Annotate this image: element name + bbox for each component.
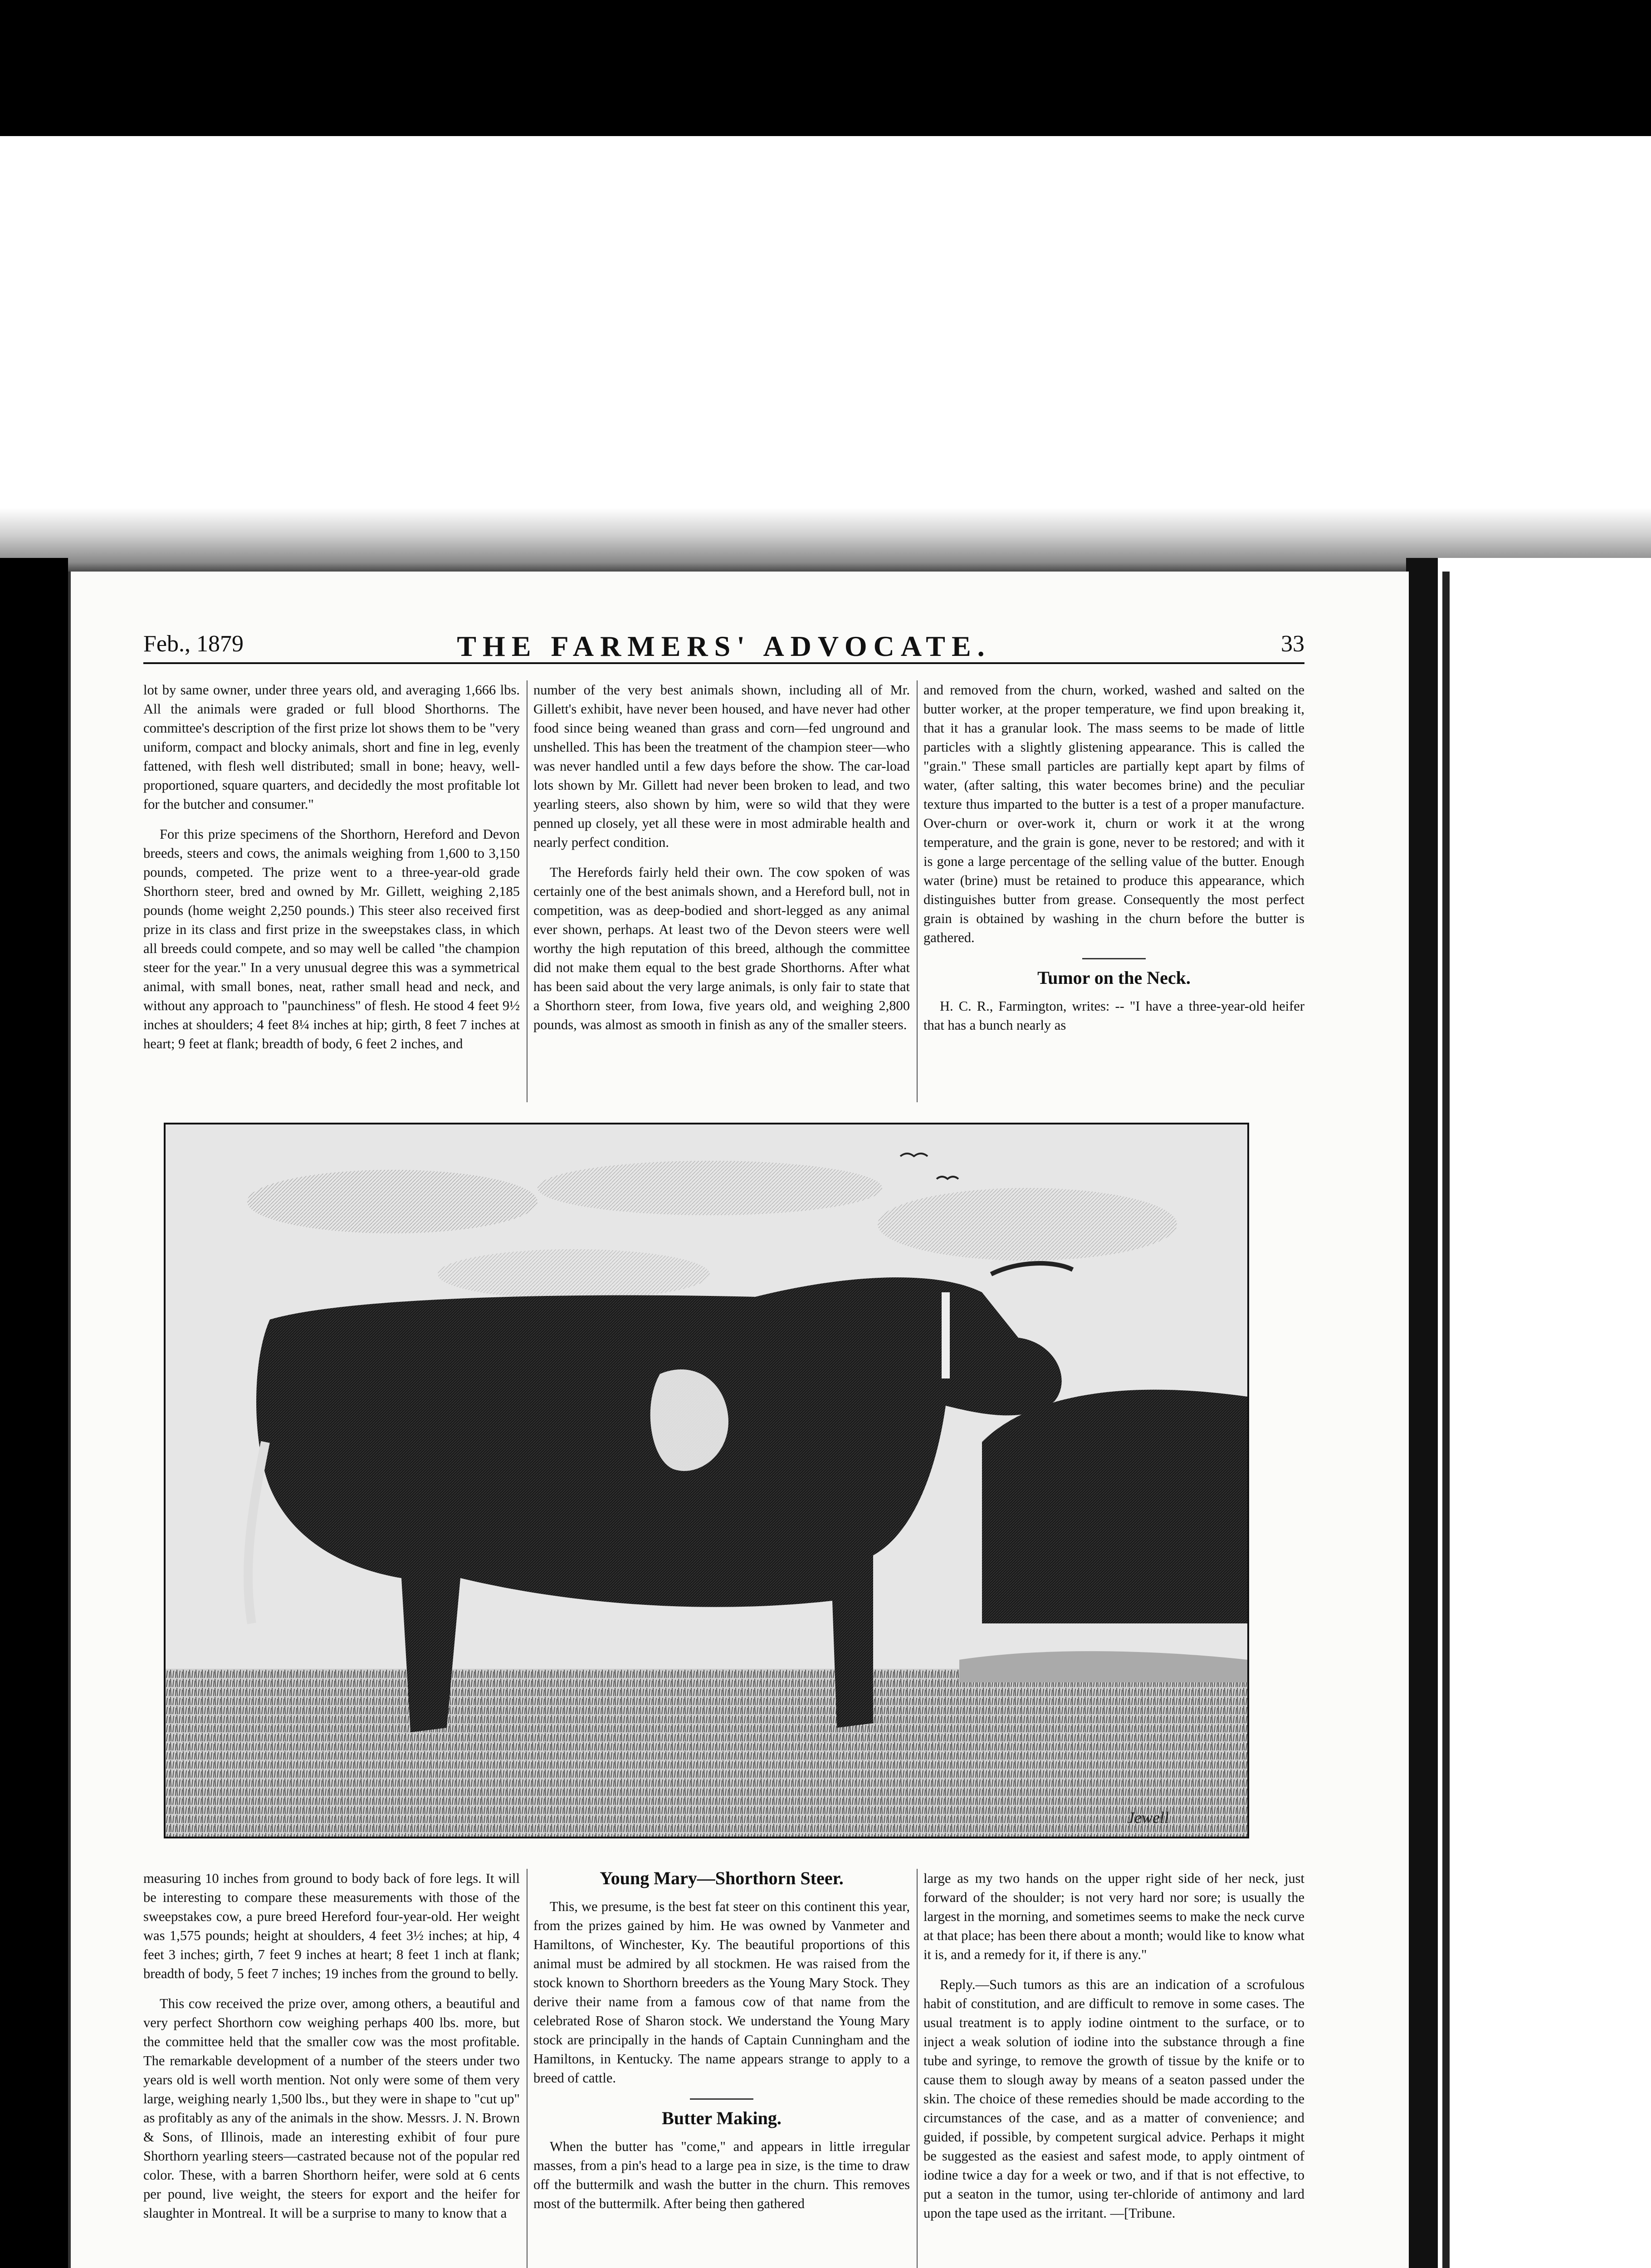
scan-shadow <box>0 508 1651 576</box>
paragraph: This cow received the prize over, among others, a beautiful and very perfect Shorthorn cow weighing perhaps 400 lbs. more, but the committee held that the smaller cow was the most profitable. The remarkable development of a number of the steers under two years old is well worth mention. Not only were some of them very large, weighing nearly 1,500 lbs., but they were in shape to "cut up" as profitably as any of the animals in the show. Messrs. J. N. Brown & Sons, of Illinois, made an interesting exhibit of four pure Shorthorn yearling steers—castrated because not of the popular red color. These, with a barren Shorthorn heifer, were sold at 6 cents per pound, live weight, the steers for export and the heifer for slaughter in Montreal. It will be a surprise to many to know that a <box>143 1996 520 2221</box>
header-rule <box>143 662 1304 664</box>
column-divider <box>917 1869 918 2268</box>
paragraph: For this prize specimens of the Shorthorn, Hereford and Devon breeds, steers and cows, the animals weighing from 1,600 to 3,150 pounds, competed. The prize went to a three-year-old grade Shorthorn steer, bred and owned by Mr. Gillett, weighing 2,185 pounds (home weight 2,250 pounds.) This steer also received first prize in its class and first prize in the sweepstakes class, in which all breeds could compete, and so may well be called "the champion steer for the year." In a very unusual degree this was a symmetrical animal, with small bones, neat, rather small head and neck, and without any approach to "paunchiness" of flesh. He stood 4 feet 9½ inches at shoulders; 4 feet 8¼ inches at hip; girth, 8 feet 7 inches at heart; 9 feet at flank; breadth of body, 6 feet 2 inches, and <box>143 826 520 1051</box>
issue-date: Feb., 1879 <box>143 631 244 657</box>
steer-illustration <box>166 1124 1247 1837</box>
top-column-2 <box>533 680 910 1045</box>
paragraph: measuring 10 inches from ground to body back of fore legs. It will be interesting to compare these measurements with those of the sweepstakes cow, a pure breed Hereford four-year-old. Her weight was 1,575 pounds; height at shoulders, 4 feet 3½ inches; at hip, 4 feet 3 inches; girth, 7 feet 9 inches at heart; 8 feet 1 inch at flank; breadth of body, 5 feet 7 inches; 19 inches from the ground to belly. <box>143 1871 520 1981</box>
bottom-column-3 <box>923 1869 1304 2234</box>
paragraph: number of the very best animals shown, including all of Mr. Gillett's exhibit, have never been housed, and have never had other food since being weaned than grass and corn—fed unground and unshelled. This has been the treatment of the champion steer—who was never handled until a few days before the show. The car-load lots shown by Mr. Gillett had never been broken to lead, and two yearling steers, also shown by him, were so wild that they were penned up closely, yet all these were in most admirable health and nearly perfect condition. <box>533 682 910 850</box>
heading-tumor-on-the-neck: Tumor on the Neck. <box>1037 968 1191 988</box>
stream <box>959 1651 1247 1682</box>
newspaper-page <box>68 572 1409 2268</box>
page-number: 33 <box>1281 631 1304 657</box>
engraver-signature: Jewell <box>1127 1809 1169 1827</box>
column-divider <box>527 680 528 1102</box>
paragraph: The Herefords fairly held their own. The cow spoken of was certainly one of the best animals shown, and a Hereford bull, not in competition, was as deep-bodied and short-legged as any animal ever shown, perhaps. At least two of the Devon steers were well worthy the high reputation of this breed, although the committee did not make them equal to the best grade Shorthorns. After what has been said about the very large animals, is only fair to state that a Shorthorn steer, from Iowa, five years old, and weighing 2,800 pounds, was almost as smooth in finish as any of the smaller steers. <box>533 865 910 1032</box>
page-edge-inner <box>1442 572 1450 2268</box>
masthead-title: THE FARMERS' ADVOCATE. <box>457 630 991 662</box>
bottom-column-2 <box>533 1869 910 2224</box>
paragraph: lot by same owner, under three years old, and averaging 1,666 lbs. All the animals were graded or full blood Shorthorns. The committee's description of the first prize lot shows them to be "very uniform, compact and blocky animals, short and fine in leg, evenly fattened, with flesh well distributed; small in bone; heavy, well-proportioned, square quarters, and decidedly the most profitable lot for the butcher and consumer." <box>143 682 520 812</box>
paragraph: This, we presume, is the best fat steer on this continent this year, from the prizes gained by him. He was owned by Vanmeter and Hamiltons, of Winchester, Ky. The beautiful proportions of this animal must be admired by all stockmen. He was raised from the stock known to Shorthorn breeders as the Young Mary Stock. They derive their name from a famous cow of that name from the celebrated Rose of Sharon stock. We understand the Young Mary stock are principally in the hands of Captain Cunningham and the Hamiltons, in Kentucky. The name appears strange to apply to a breed of cattle. <box>533 1899 910 2086</box>
scan-margin-right <box>1415 558 1651 2268</box>
paragraph: Reply.—Such tumors as this are an indication of a scrofulous habit of constitution, and are difficult to remove in some cases. The usual treatment is to apply iodine ointment to the surface, or to inject a weak solution of iodine into the substance through a fine tube and syringe, to remove the growth of tissue by the knife or to cause them to slough away by means of a seaton passed under the skin. The choice of these remedies should be made according to the circumstances of the case, and as a matter of convenience; and guided, if possible, by competent surgical advice. Perhaps it might be suggested as the easiest and safest mode, to apply ointment of iodine twice a day for a week or two, and if that is not effective, to put a seaton in the tumor, using ter-chloride of antimony and lard upon the tape used as the irritant. —[Tribune. <box>923 1977 1304 2221</box>
book-spine <box>0 558 68 2268</box>
top-column-3 <box>923 680 1304 1046</box>
paragraph: H. C. R., Farmington, writes: -- "I have a three-year-old heifer that has a bunch nearly as <box>923 998 1304 1033</box>
column-divider <box>527 1869 528 2268</box>
column-divider <box>917 680 918 1102</box>
page-edge <box>1406 558 1438 2268</box>
heading-butter-making: Butter Making. <box>662 2108 782 2128</box>
steer-engraving <box>164 1123 1249 1838</box>
trees <box>982 1390 1247 1623</box>
paragraph: and removed from the churn, worked, washed and salted on the butter worker, at the proper temperature, we find upon breaking it, that it has a granular look. The mass seems to be made of little particles with a slightly glistening appearance. This is called the "grain." These small particles are partially kept apart by films of water, (after salting, this water becomes brine) and the peculiar texture thus imparted to the butter is a test of a proper manufacture. Over-churn or over-work it, churn or work it at the wrong temperature, and the grain is gone, never to be restored; and with it is gone a large percentage of the selling value of the butter. Enough water (brine) must be retained to produce this appearance, which distinguishes butter from grease. Consequently the most perfect grain is obtained by washing in the churn before the butter is gathered. <box>923 682 1304 945</box>
bottom-column-1 <box>143 1869 520 2234</box>
heading-young-mary: Young Mary—Shorthorn Steer. <box>600 1868 844 1888</box>
section-rule <box>690 2098 753 2100</box>
page-header <box>143 626 1304 662</box>
section-rule <box>1082 958 1146 959</box>
scan-border-top <box>0 0 1651 136</box>
paragraph: large as my two hands on the upper right side of her neck, just forward of the shoulder; is not very hard nor sore; is usually the largest in the morning, and sometimes seems to make the neck curve at that place; has been there about a month; would like to know what it is, and a remedy for it, if there is any." <box>923 1871 1304 1962</box>
pasture <box>166 1669 1247 1837</box>
paragraph: When the butter has "come," and appears in little irregular masses, from a pin's head to a large pea in size, is the time to draw off the buttermilk and wash the butter in the churn. This removes most of the buttermilk. After being then gathered <box>533 2139 910 2211</box>
top-column-1 <box>143 680 520 1064</box>
